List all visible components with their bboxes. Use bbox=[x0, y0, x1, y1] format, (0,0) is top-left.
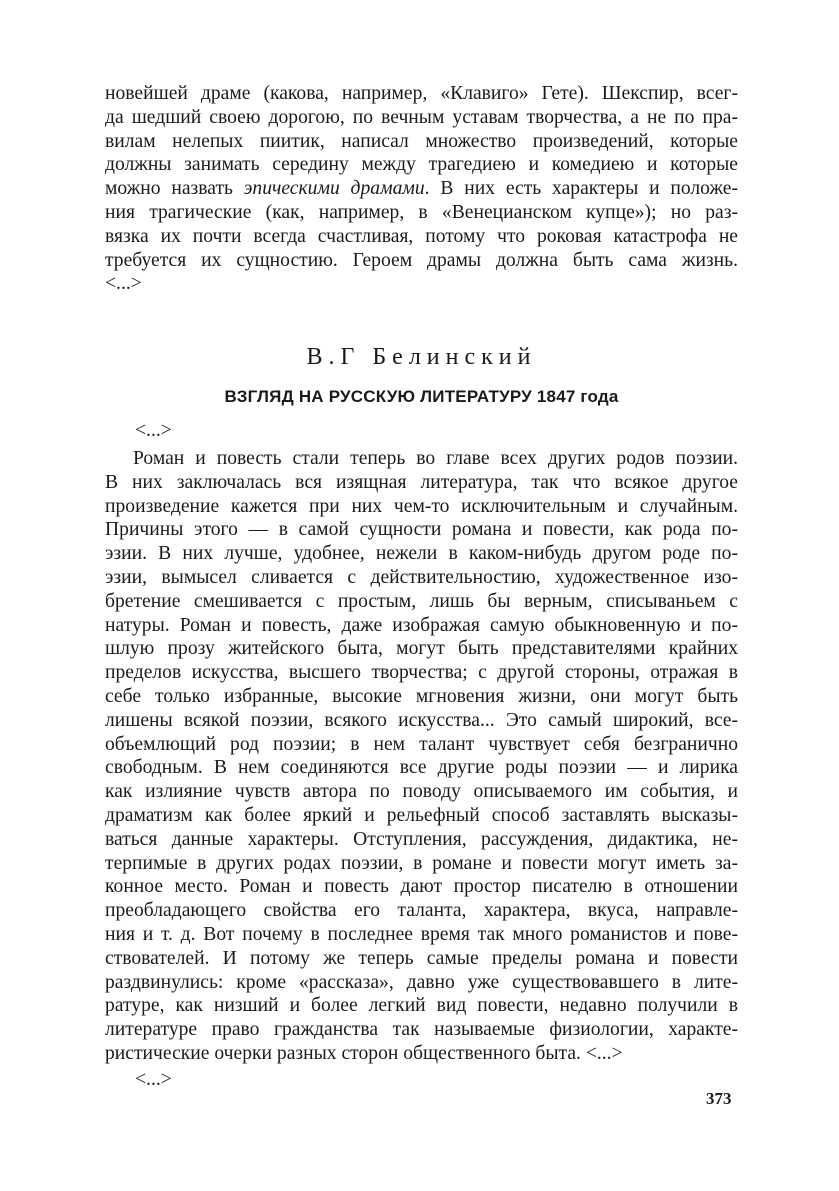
text-line: пределов искусства, высшего творчества; с другой стороны, отражая в bbox=[105, 662, 738, 684]
text-line: вилам нелепых пиитик, написал множество произведений, которые bbox=[105, 130, 738, 152]
text-line: лишены всякой поэзии, всякого искусства... Это самый широкий, все- bbox=[105, 709, 738, 731]
text-line: драматизм как более яркий и рельефный способ заставлять высказы- bbox=[105, 804, 738, 826]
text-line: новейшей драме (какова, например, «Клавиго» Гете). Шекспир, всег- bbox=[105, 83, 738, 104]
text-line: ния трагические (как, например, в «Венецианском купце»); но раз- bbox=[105, 201, 738, 223]
text-line: терпимые в других родах поэзии, в романе и повести могут иметь за- bbox=[105, 852, 738, 874]
text-line: да шедший своею дорогою, по вечным уставам творчества, а не по пра- bbox=[105, 106, 738, 128]
text-line: литературе право гражданства так называемые физиологии, характе- bbox=[105, 1019, 738, 1041]
text-line: свободным. В нем соединяются все другие роды поэзии — и лирика bbox=[105, 757, 738, 779]
text-line: ния и т. д. Вот почему в последнее время так много романистов и пове- bbox=[105, 923, 738, 945]
text-line: натуры. Роман и повесть, даже изображая самую обыкновенную и по- bbox=[105, 614, 738, 636]
text-line: объемлющий род поэзии; в нем талант чувствует себя безгранично bbox=[105, 733, 738, 755]
article-title: ВЗГЛЯД НА РУССКУЮ ЛИТЕРАТУРУ 1847 года bbox=[224, 387, 619, 406]
body-paragraph bbox=[105, 447, 738, 1066]
text-line: конное место. Роман и повесть дают простор писателю в отношении bbox=[105, 876, 738, 898]
text-fragment: можно назвать bbox=[105, 178, 244, 200]
omission-mark-top: <...> bbox=[135, 420, 172, 441]
text-line: Причины этого — в самой сущности романа и повести, как рода по- bbox=[105, 519, 738, 541]
text-line: вязка их почти всегда счастливая, потому что роковая катастрофа не bbox=[105, 225, 738, 247]
text-line: эзии, вымысел сливается с действительностию, художественное изо- bbox=[105, 566, 738, 588]
text-line: бретение смешивается с простым, лишь бы верным, списываньем с bbox=[105, 590, 738, 612]
text-line: эзии. В них лучше, удобнее, нежели в каком-нибудь другом роде по- bbox=[105, 543, 738, 565]
top-paragraph bbox=[105, 82, 738, 296]
text-line: себе только избранные, высокие мгновения жизни, они могут быть bbox=[105, 685, 738, 707]
text-line: ваться данные характеры. Отступления, рассуждения, дидактика, не- bbox=[105, 828, 738, 850]
italic-term: эпическими драмами bbox=[243, 178, 425, 200]
text-line bbox=[105, 177, 738, 201]
text-line: <...> bbox=[105, 273, 142, 295]
omission-mark-bottom: <...> bbox=[135, 1069, 172, 1090]
page-number: 373 bbox=[706, 1089, 732, 1108]
text-line: В них заключалась вся изящная литература, так что всякое другое bbox=[105, 471, 738, 493]
text-fragment: . В них есть характеры и положе- bbox=[424, 178, 738, 200]
text-line: произведение кажется при них чем-то исключительным и случайным. bbox=[105, 495, 738, 517]
text-line: требуется их сущностию. Героем драмы должна быть сама жизнь. bbox=[105, 249, 738, 271]
text-line: Роман и повесть стали теперь во главе всех других родов поэзии. bbox=[133, 448, 738, 469]
text-line: ратуре, как низший и более легкий вид повести, недавно получили в bbox=[105, 995, 738, 1017]
text-line: должны занимать середину между трагедиею и комедиею и которые bbox=[105, 154, 738, 176]
text-line: преобладающего свойства его таланта, характера, вкуса, направле- bbox=[105, 900, 738, 922]
page-content bbox=[105, 82, 738, 1090]
text-line: ристические очерки разных сторон общественного быта. <...> bbox=[105, 1042, 623, 1064]
text-line: как излияние чувств автора по поводу описываемого им события, и bbox=[105, 781, 738, 803]
text-line: ствователей. И потому же теперь самые пределы романа и повести bbox=[105, 947, 738, 969]
text-line: раздвинулись: кроме «рассказа», давно уже существовавшего в лите- bbox=[105, 971, 738, 993]
author-name: В.Г Белинский bbox=[306, 344, 537, 370]
text-line: шлую прозу житейского быта, могут быть представителями крайних bbox=[105, 638, 738, 660]
